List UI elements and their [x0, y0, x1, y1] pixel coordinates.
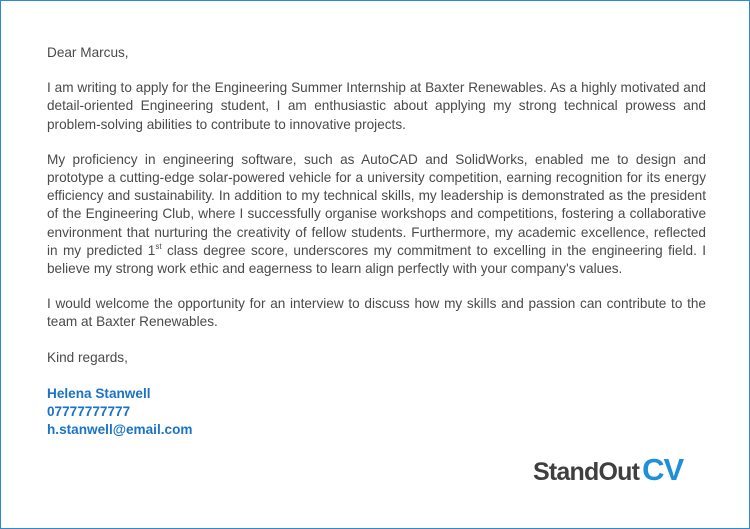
signature-name: Helena Stanwell — [47, 385, 151, 401]
logo-brand-text: StandOut — [533, 458, 640, 486]
signature-email: h.stanwell@email.com — [47, 422, 193, 438]
logo-cv-text: CV — [642, 452, 684, 487]
signature-phone: 07777777777 — [47, 404, 131, 420]
paragraph-experience — [47, 151, 706, 278]
paragraph-closing: I would welcome the opportunity for an interview to discuss how my skills and passion can contribute to the team at Baxter Renewables. — [47, 296, 706, 330]
letter-body — [47, 44, 706, 439]
paragraph-experience-part2: class degree score, underscores my commitment to excelling in the engineering field. I believe my strong work ethic and eagerness to learn align perfectly with your company's values. — [47, 242, 706, 277]
paragraph-introduction: I am writing to apply for the Engineering Summer Internship at Baxter Renewables. As a highly motivated and detail-oriented Engineering student, I am enthusiastic about applying my strong technical prowess and problem-solving abilities to contribute to innovative projects. — [47, 80, 706, 132]
signature-block — [47, 385, 706, 440]
greeting: Dear Marcus, — [47, 45, 129, 60]
paragraph-experience-part1: My proficiency in engineering software, such as AutoCAD and SolidWorks, enabled me to design and prototype a cutting-edge solar-powered vehicle for a university competition, earning recognition for its energy efficiency and sustainability. In addition to my technical skills, my leadership is demonstrated as the president of the Engineering Club, where I successfully organise workshops and competitions, fostering a collaborative environment that nurturing the creativity of fellow students. Furthermore, my academic excellence, reflected in my predicted 1 — [47, 151, 706, 258]
standout-cv-logo — [533, 453, 683, 487]
ordinal-superscript: st — [155, 241, 162, 251]
sign-off: Kind regards, — [47, 349, 128, 365]
